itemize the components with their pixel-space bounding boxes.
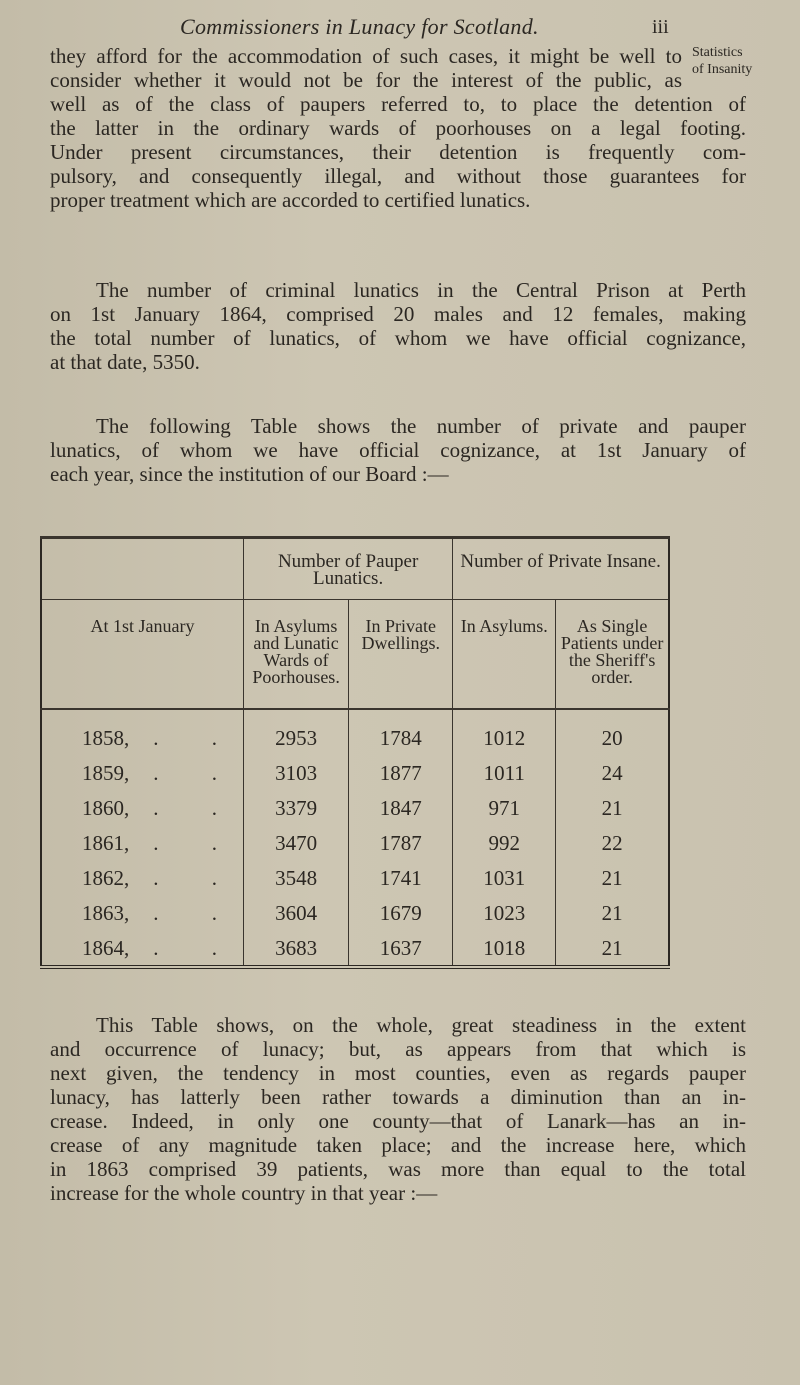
text-line: lunacy, has latterly been rather towards a diminution than an in- [50, 1085, 746, 1109]
group-header-pauper: Number of Pauper Lunatics. [244, 538, 453, 600]
text-line: This Table shows, on the whole, great steadiness in the extent [96, 1013, 746, 1037]
value-cell: 992 [453, 825, 556, 860]
value-cell: 1741 [349, 860, 453, 895]
year: 1858, [82, 726, 130, 750]
text-line: The following Table shows the number of private and pauper [96, 414, 746, 438]
text-line: crease. Indeed, in only one county—that of Lanark—has an in- [50, 1109, 746, 1133]
text-line: crease of any magnitude taken place; and the increase here, which [50, 1133, 746, 1157]
year-cell [41, 895, 244, 930]
paragraph-3 [50, 414, 746, 486]
text-line: well as of the class of paupers referred to, to place the detention of [50, 92, 746, 116]
year-cell [41, 709, 244, 755]
value-cell: 1023 [453, 895, 556, 930]
text-line: lunatics, of whom we have official cognizance, at 1st January of [50, 438, 746, 462]
value-cell: 1787 [349, 825, 453, 860]
value-cell: 22 [556, 825, 669, 860]
value-cell: 3470 [244, 825, 349, 860]
text-line: pulsory, and consequently illegal, and without those guarantees for [50, 164, 746, 188]
value-cell: 1012 [453, 709, 556, 755]
value-cell: 24 [556, 755, 669, 790]
year: 1860, [82, 796, 130, 820]
leader-dots: . . [153, 936, 241, 960]
table-row [41, 790, 669, 825]
value-cell: 20 [556, 709, 669, 755]
year-cell [41, 755, 244, 790]
value-cell: 21 [556, 895, 669, 930]
column-header: At 1st January [41, 600, 244, 710]
value-cell: 1031 [453, 860, 556, 895]
text-line: the total number of lunatics, of whom we have official cognizance, [50, 326, 746, 350]
value-cell: 3683 [244, 930, 349, 967]
value-cell: 3103 [244, 755, 349, 790]
running-title: Commissioners in Lunacy for Scotland. [180, 14, 539, 39]
year-cell [41, 860, 244, 895]
leader-dots: . . [153, 761, 241, 785]
table-row [41, 825, 669, 860]
leader-dots: . . [153, 866, 241, 890]
paragraph-2 [50, 278, 746, 374]
paragraph-4 [50, 1013, 746, 1205]
value-cell: 1018 [453, 930, 556, 967]
margin-note [692, 44, 752, 78]
text-line: proper treatment which are accorded to certified lunatics. [50, 188, 531, 212]
text-line: The number of criminal lunatics in the Central Prison at Perth [96, 278, 746, 302]
text-line: at that date, 5350. [50, 350, 200, 374]
table-row [41, 930, 669, 967]
year: 1859, [82, 761, 130, 785]
value-cell: 1011 [453, 755, 556, 790]
year: 1863, [82, 901, 130, 925]
page-number: iii [652, 16, 669, 38]
lunatics-table [40, 536, 670, 969]
paragraph-1 [50, 44, 746, 212]
value-cell: 3548 [244, 860, 349, 895]
value-cell: 971 [453, 790, 556, 825]
column-header: As Single Patients under the Sheriff's order. [556, 600, 669, 710]
value-cell: 3604 [244, 895, 349, 930]
column-header: In Asylums and Lunatic Wards of Poorhouses. [244, 600, 349, 710]
value-cell: 21 [556, 790, 669, 825]
value-cell: 1877 [349, 755, 453, 790]
value-cell: 3379 [244, 790, 349, 825]
text-line: Under present circumstances, their detention is frequently com- [50, 140, 746, 164]
leader-dots: . . [153, 796, 241, 820]
text-line: next given, the tendency in most counties, even as regards pauper [50, 1061, 746, 1085]
value-cell: 1637 [349, 930, 453, 967]
value-cell: 2953 [244, 709, 349, 755]
page-header [0, 12, 800, 44]
text-line: increase for the whole country in that year :— [50, 1181, 438, 1205]
table-row [41, 895, 669, 930]
text-line: consider whether it would not be for the interest of the public, as [50, 68, 682, 92]
year: 1862, [82, 866, 130, 890]
group-header-private: Number of Private Insane. [453, 538, 669, 600]
table-row [41, 709, 669, 755]
value-cell: 1784 [349, 709, 453, 755]
year: 1864, [82, 936, 130, 960]
year: 1861, [82, 831, 130, 855]
table-row [41, 860, 669, 895]
text-line: they afford for the accommodation of such cases, it might be well to [50, 44, 682, 68]
column-header: In Asylums. [453, 600, 556, 710]
value-cell: 1679 [349, 895, 453, 930]
leader-dots: . . [153, 726, 241, 750]
text-line: the latter in the ordinary wards of poorhouses on a legal footing. [50, 116, 746, 140]
margin-note-line: of Insanity [692, 62, 753, 77]
text-line: and occurrence of lunacy; but, as appears from that which is [50, 1037, 746, 1061]
margin-note-line: Statistics [692, 45, 743, 60]
value-cell: 21 [556, 860, 669, 895]
leader-dots: . . [153, 831, 241, 855]
table-row [41, 755, 669, 790]
blank-cell [41, 538, 244, 600]
text-line: each year, since the institution of our Board :— [50, 462, 449, 486]
text-line: in 1863 comprised 39 patients, was more than equal to the total [50, 1157, 746, 1181]
year-cell [41, 790, 244, 825]
column-header: In Private Dwellings. [349, 600, 453, 710]
value-cell: 21 [556, 930, 669, 967]
text-line: on 1st January 1864, comprised 20 males and 12 females, making [50, 302, 746, 326]
value-cell: 1847 [349, 790, 453, 825]
year-cell [41, 930, 244, 967]
year-cell [41, 825, 244, 860]
leader-dots: . . [153, 901, 241, 925]
